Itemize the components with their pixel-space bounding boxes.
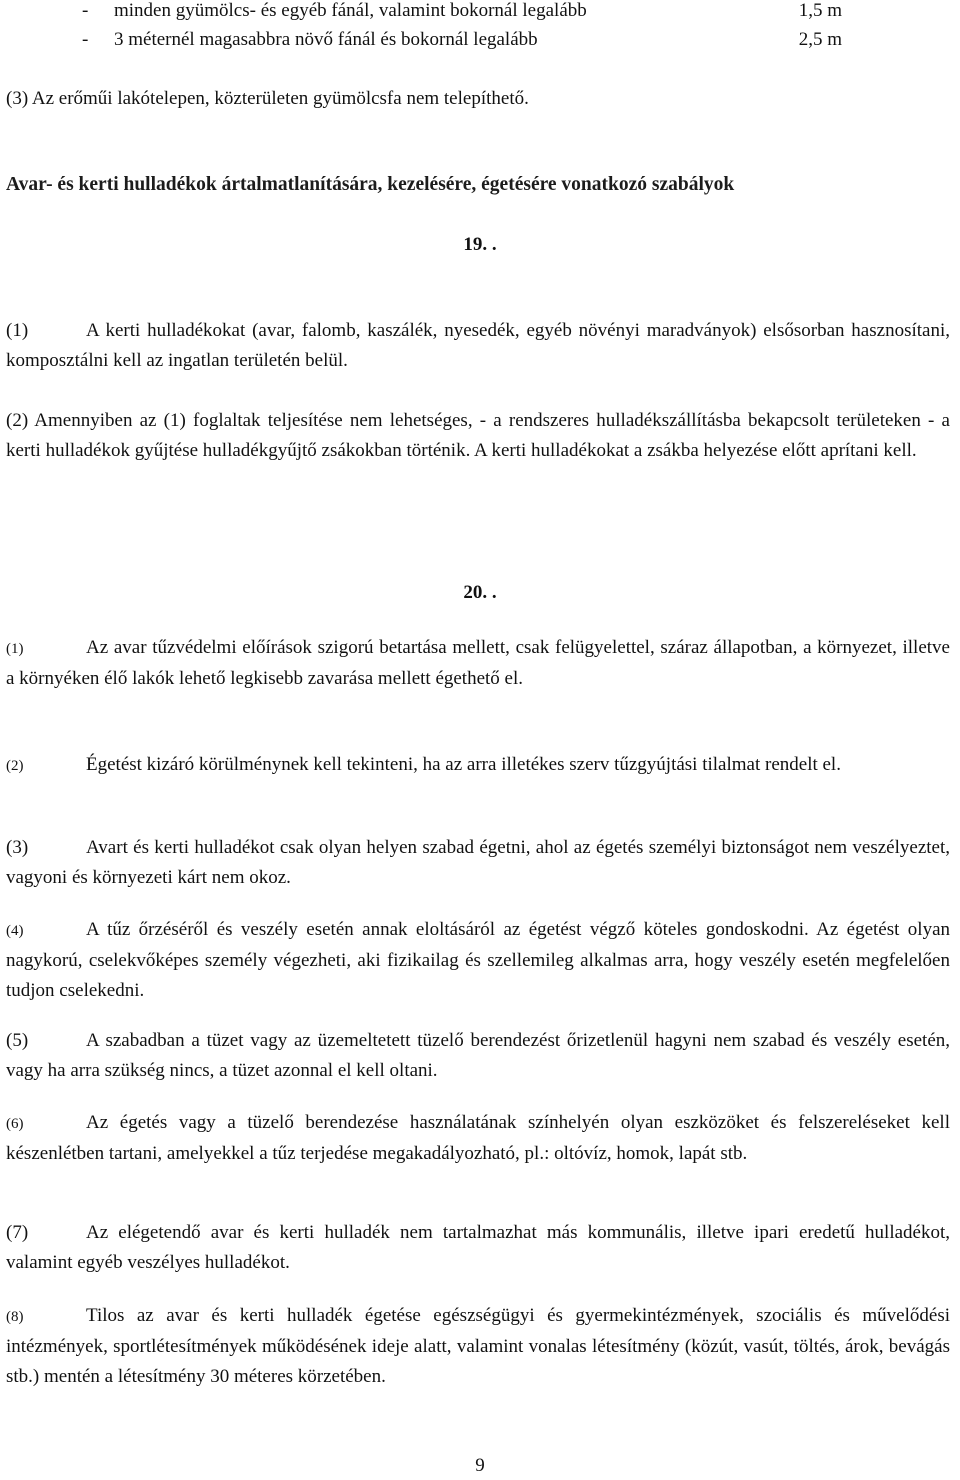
section-20-paragraph (6, 750, 950, 781)
paragraph-number: (4) (6, 923, 24, 939)
paragraph-text: Tilos az avar és kerti hulladék égetése egészségügyi és gyermekintézmények, szociális és művelődési intézmények, sportlétesítmények működésének ideje alatt, valamint vonalas létesítmény (közút, vasút, töltés, árok, bevágás stb.) mentén a létesítmény 30 méteres körzetében. (6, 1305, 950, 1387)
section-20-paragraph (6, 1218, 950, 1278)
paragraph-text: Avart és kerti hulladékot csak olyan helyen szabad égetni, ahol az égetés személyi biztonságot nem veszélyeztet, vagyoni és környezeti kárt nem okoz. (6, 837, 950, 888)
list-item-value: 2,5 m (798, 29, 842, 50)
section-19-paragraph-2: (2) Amennyiben az (1) foglaltak teljesítése nem lehetséges, - a rendszeres hulladékszállításba bekapcsolt területeken - a kerti hulladékok gyűjtése hulladékgyűjtő zsákokban történik. A kerti hulladékokat a zsákba helyezése előtt aprítani kell. (6, 410, 950, 461)
paragraph-number: (5) (6, 1030, 29, 1051)
section-19-title: 19. . (463, 234, 497, 255)
paragraph-text: A kerti hulladékokat (avar, falomb, kaszálék, nyesedék, egyéb növényi maradványok) elsősorban hasznosítani, komposztálni kell az ingatlan területén belül. (6, 320, 950, 371)
paragraph-number: (8) (6, 1309, 24, 1325)
paragraph-number: (2) (6, 758, 24, 774)
section-20-paragraph (6, 1301, 950, 1392)
list-dash: - (82, 29, 89, 50)
section-20-title: 20. . (463, 582, 497, 603)
section-heading: Avar- és kerti hulladékok ártalmatlanítására, kezelésére, égetésére vonatkozó szabályok (6, 174, 735, 195)
list-item-text: 3 méternél magasabbra növő fánál és bokornál legalább (114, 29, 538, 50)
section-20-paragraph (6, 1108, 950, 1169)
paragraph-number: (3) (6, 837, 29, 858)
paragraph-text: Az elégetendő avar és kerti hulladék nem tartalmazhat más kommunális, illetve ipari eredetű hulladékot, valamint egyéb veszélyes hulladékot. (6, 1222, 950, 1273)
section-20-paragraph (6, 633, 950, 694)
list-item (82, 29, 842, 55)
paragraph-text: Az avar tűzvédelmi előírások szigorú betartása mellett, csak felügyelettel, száraz állapotban, a környezet, illetve a környéken élő lakók lehető legkisebb zavarása mellett égethető el. (6, 637, 950, 689)
section-19-paragraph-1 (6, 316, 950, 376)
paragraph-number: (7) (6, 1222, 29, 1243)
paragraph-number: (1) (6, 320, 29, 341)
paragraph-text: A szabadban a tüzet vagy az üzemeltetett tüzelő berendezést őrizetlenül hagyni nem szabad és veszély esetén, vagy ha arra szükség nincs, a tüzet azonnal el kell oltani. (6, 1030, 950, 1081)
page-number: 9 (475, 1455, 485, 1476)
paragraph-text: Az égetés vagy a tüzelő berendezése használatának színhelyén olyan eszközöket és felszereléseket kell készenlétben tartani, amelyekkel a tűz terjedése megakadályozható, pl.: oltóvíz, homok, lapát stb. (6, 1112, 950, 1164)
paragraph-number: (6) (6, 1116, 24, 1132)
paragraph-number: (1) (6, 641, 24, 657)
paragraph-text: Égetést kizáró körülménynek kell tekinteni, ha az arra illetékes szerv tűzgyújtási tilalmat rendelt el. (86, 754, 841, 775)
list-item (82, 0, 842, 26)
section-20-paragraph (6, 833, 950, 893)
list-dash: - (82, 0, 89, 21)
section-20-paragraph (6, 1026, 950, 1086)
list-item-text: minden gyümölcs- és egyéb fánál, valamint bokornál legalább (114, 0, 587, 21)
section-20-paragraph (6, 915, 950, 1006)
list-item-value: 1,5 m (798, 0, 842, 21)
paragraph-3: (3) Az erőműi lakótelepen, közterületen gyümölcsfa nem telepíthető. (6, 88, 529, 109)
paragraph-text: A tűz őrzéséről és veszély esetén annak eloltásáról az égetést végző köteles gondoskodni. Az égetést olyan nagykorú, cselekvőképes személy végezheti, aki fizikailag és szellemileg alkalmas arra, hogy veszély esetén megfelelően tudjon cselekedni. (6, 919, 950, 1001)
